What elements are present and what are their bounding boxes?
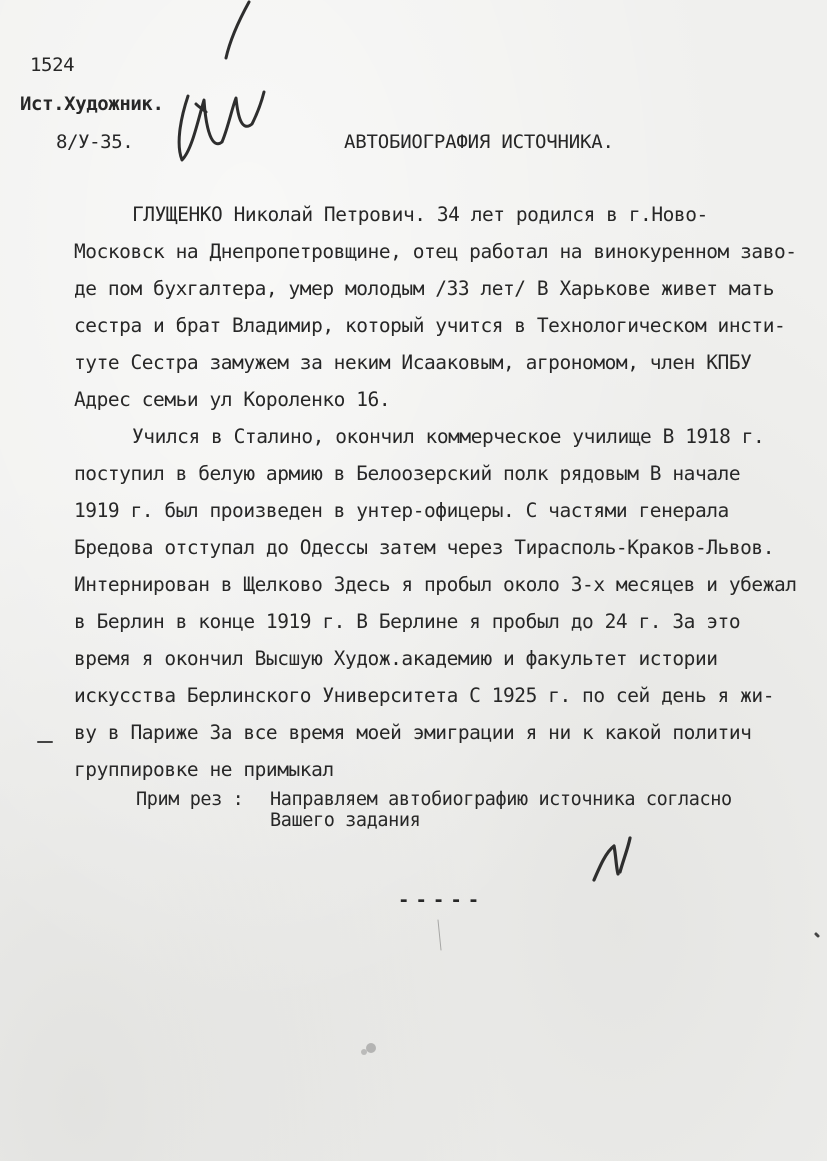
document-title: АВТОБИОГРАФИЯ ИСТОЧНИКА.: [344, 131, 614, 153]
handwritten-signature: [179, 2, 264, 160]
body-line: Адрес семьи ул Короленко 16.: [74, 388, 391, 411]
body-line: Учился в Сталино, окончил коммерческое училище В 1918 г.: [132, 425, 765, 448]
body-line: время я окончил Высшую Худож.академию и факультет истории: [74, 647, 718, 670]
body-line: Московск на Днепропетровщине, отец работал на винокуренном заво-: [74, 240, 797, 263]
note-label: Прим рез :: [136, 789, 244, 810]
note-line: Вашего задания: [270, 810, 421, 831]
body-line: сестра и брат Владимир, который учится в Технологическом инсти-: [74, 314, 786, 337]
body-line: туте Сестра замужем за неким Исааковым, агрономом, член КПБУ: [74, 351, 752, 374]
body-line: ГЛУЩЕНКО Николай Петрович. 34 лет родился в г.Ново-: [132, 203, 708, 226]
body-line: искусства Берлинского Университета С 1925 г. по сей день я жи-: [74, 684, 774, 707]
body-line: ву в Париже За все время моей эмиграции я ни к какой политич: [74, 721, 752, 744]
note-line: Направляем автобиографию источника согласно: [270, 789, 732, 810]
body-line: поступил в белую армию в Белоозерский полк рядовым В начале: [74, 462, 741, 485]
body-line: Бредова отступал до Одессы затем через Тирасполь-Краков-Львов.: [74, 536, 774, 559]
sender-line: Ист.Художник.: [20, 93, 164, 115]
body-line: де пом бухгалтера, умер молодым /33 лет/ В Харькове живет мать: [74, 277, 774, 300]
body-line: 1919 г. был произведен в унтер-офицеры. С частями генерала: [74, 499, 729, 522]
body-line: группировке не примыкал: [74, 758, 334, 781]
closing-dashes: -----: [398, 889, 486, 911]
pencil-check-mark: [594, 838, 630, 880]
body-line: Интернирован в Щелково Здесь я пробыл около 3-х месяцев и убежал: [74, 573, 797, 596]
document-number: 1524: [30, 54, 75, 76]
body-line: в Берлин в конце 1919 г. В Берлине я пробыл до 24 г. За это: [74, 610, 741, 633]
document-date: 8/У-35.: [56, 131, 134, 153]
